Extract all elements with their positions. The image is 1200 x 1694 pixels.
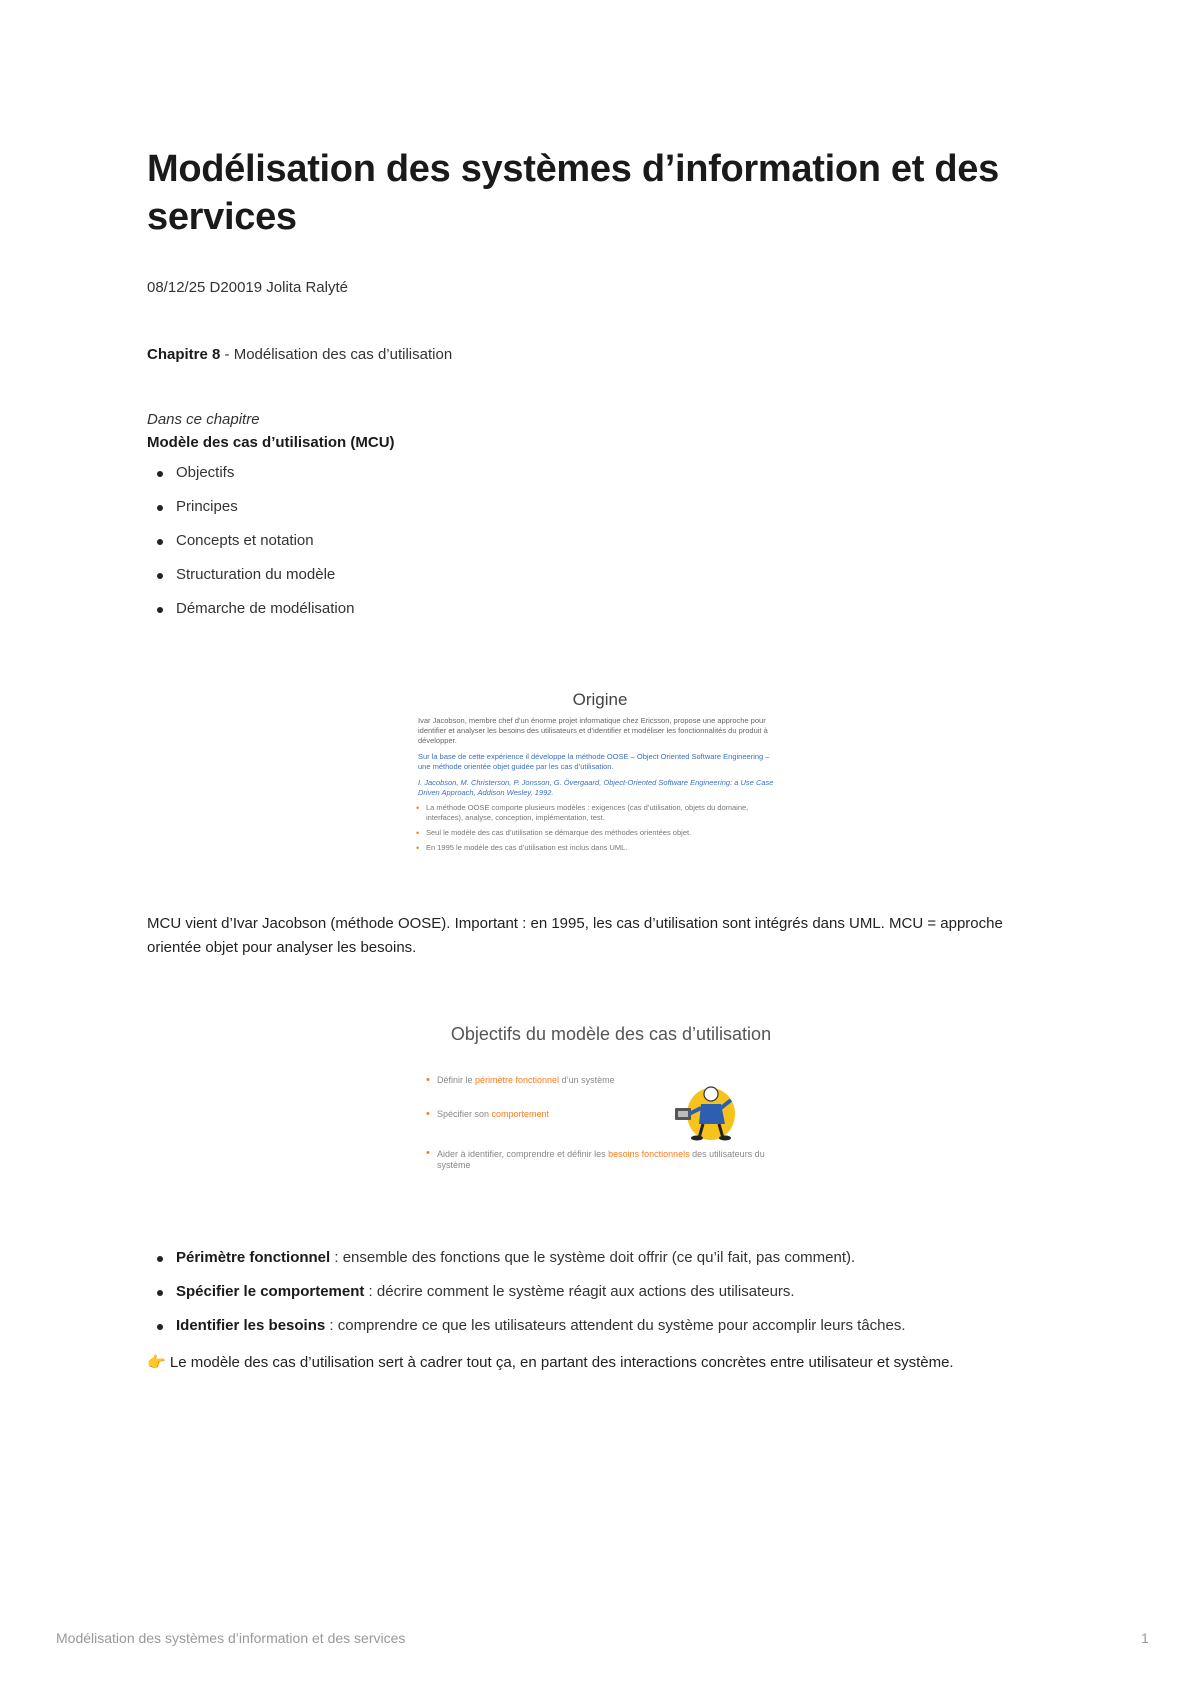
list-item: Objectifs bbox=[147, 463, 1047, 483]
list-item-label: Identifier les besoins bbox=[176, 1317, 326, 1334]
slide-bullet-text: Définir le bbox=[437, 1075, 476, 1085]
main-content bbox=[147, 145, 1047, 633]
slide-text: Ivar Jacobson, membre chef d’un énorme projet informatique chez Ericsson, propose une approche pour identifier et analyser les besoins des utilisateurs et d’identifier et modéliser les fonctionnalités du produit à développer. bbox=[418, 716, 768, 745]
pointing-hand-icon: 👉 bbox=[147, 1354, 166, 1371]
footer-title: Modélisation des systèmes d’information et des services bbox=[56, 1630, 406, 1646]
slide-bullet-text: Aider à identifier, comprendre et définir les bbox=[437, 1149, 609, 1159]
list-item bbox=[147, 1282, 1067, 1302]
slide-bullet bbox=[423, 1075, 673, 1085]
slide-bullet-text: Spécifier son bbox=[437, 1109, 492, 1119]
cartoon-figure-icon bbox=[671, 1080, 741, 1144]
slide-origine-image bbox=[412, 684, 788, 884]
objectives-list bbox=[147, 1248, 1067, 1350]
list-item: Démarche de modélisation bbox=[147, 599, 1047, 619]
slide-text: Sur la base de cette expérience il développe la méthode OOSE – Object Oriented Software Engineering – une méthode orientée objet guidée par les cas d’utilisation. bbox=[418, 752, 770, 771]
chapter-label: Chapitre 8 bbox=[147, 346, 221, 363]
list-item: Structuration du modèle bbox=[147, 565, 1047, 585]
mcu-paragraph: MCU vient d’Ivar Jacobson (méthode OOSE). Important : en 1995, les cas d’utilisation sont intégrés dans UML. MCU = approche orientée objet pour analyser les besoins. bbox=[147, 915, 1003, 956]
slide-highlight: besoins fonctionnels bbox=[608, 1149, 690, 1159]
intro-bold: Modèle des cas d’utilisation (MCU) bbox=[147, 434, 395, 451]
list-item: Principes bbox=[147, 497, 1047, 517]
page-title: Modélisation des systèmes d’information et des services bbox=[147, 148, 999, 238]
slide-bullet bbox=[423, 1109, 673, 1119]
slide-text: I. Jacobson, M. Christerson, P. Jonsson, G. Övergaard, Object-Oriented Software Engineering: a Use Case Driven Approach, Addison Wesley, 1992. bbox=[418, 778, 774, 797]
slide-title: Objectifs du modèle des cas d’utilisation bbox=[450, 1024, 772, 1044]
summary-text: Le modèle des cas d’utilisation sert à cadrer tout ça, en partant des interactions concrètes entre utilisateur et système. bbox=[165, 1354, 954, 1371]
intro-italic: Dans ce chapitre bbox=[147, 411, 260, 428]
list-item-text: : comprendre ce que les utilisateurs attendent du système pour accomplir leurs tâches. bbox=[325, 1317, 906, 1334]
list-item bbox=[147, 1248, 1067, 1268]
slide-title: Origine bbox=[572, 690, 628, 709]
chapter-heading bbox=[147, 346, 1047, 363]
slide-bullet: • La méthode OOSE comporte plusieurs modèles : exigences (cas d’utilisation, objets du domaine, interfaces), analyse, conception, implémentation, test. bbox=[412, 803, 788, 823]
slide-bullet-text: des utilisateurs du système bbox=[437, 1149, 765, 1170]
slide-bullet: • En 1995 le modèle des cas d’utilisation est inclus dans UML. bbox=[412, 843, 788, 853]
slide-bullet: • Seul le modèle des cas d’utilisation se démarque des méthodes orientées objet. bbox=[412, 828, 788, 838]
document-meta: 08/12/25 D20019 Jolita Ralyté bbox=[147, 279, 348, 296]
list-item-label: Périmètre fonctionnel bbox=[176, 1249, 331, 1266]
list-item-text: : ensemble des fonctions que le système doit offrir (ce qu’il fait, pas comment). bbox=[330, 1249, 856, 1266]
slide-highlight: périmètre fonctionnel bbox=[475, 1075, 560, 1085]
list-item-label: Spécifier le comportement bbox=[176, 1283, 365, 1300]
page-number: 1 bbox=[1141, 1630, 1149, 1646]
chapter-separator: - bbox=[220, 346, 234, 363]
chapter-title: Modélisation des cas d’utilisation bbox=[233, 346, 453, 363]
list-item bbox=[147, 1316, 1067, 1336]
slide-bullet-text: d’un système bbox=[559, 1075, 615, 1085]
slide-bullet bbox=[423, 1149, 783, 1171]
list-item-text: : décrire comment le système réagit aux actions des utilisateurs. bbox=[364, 1283, 795, 1300]
slide-objectifs-image bbox=[423, 1014, 799, 1214]
chapter-topics-list bbox=[147, 463, 1047, 619]
summary-paragraph bbox=[147, 1351, 1027, 1375]
list-item: Concepts et notation bbox=[147, 531, 1047, 551]
slide-highlight: comportement bbox=[491, 1109, 550, 1119]
